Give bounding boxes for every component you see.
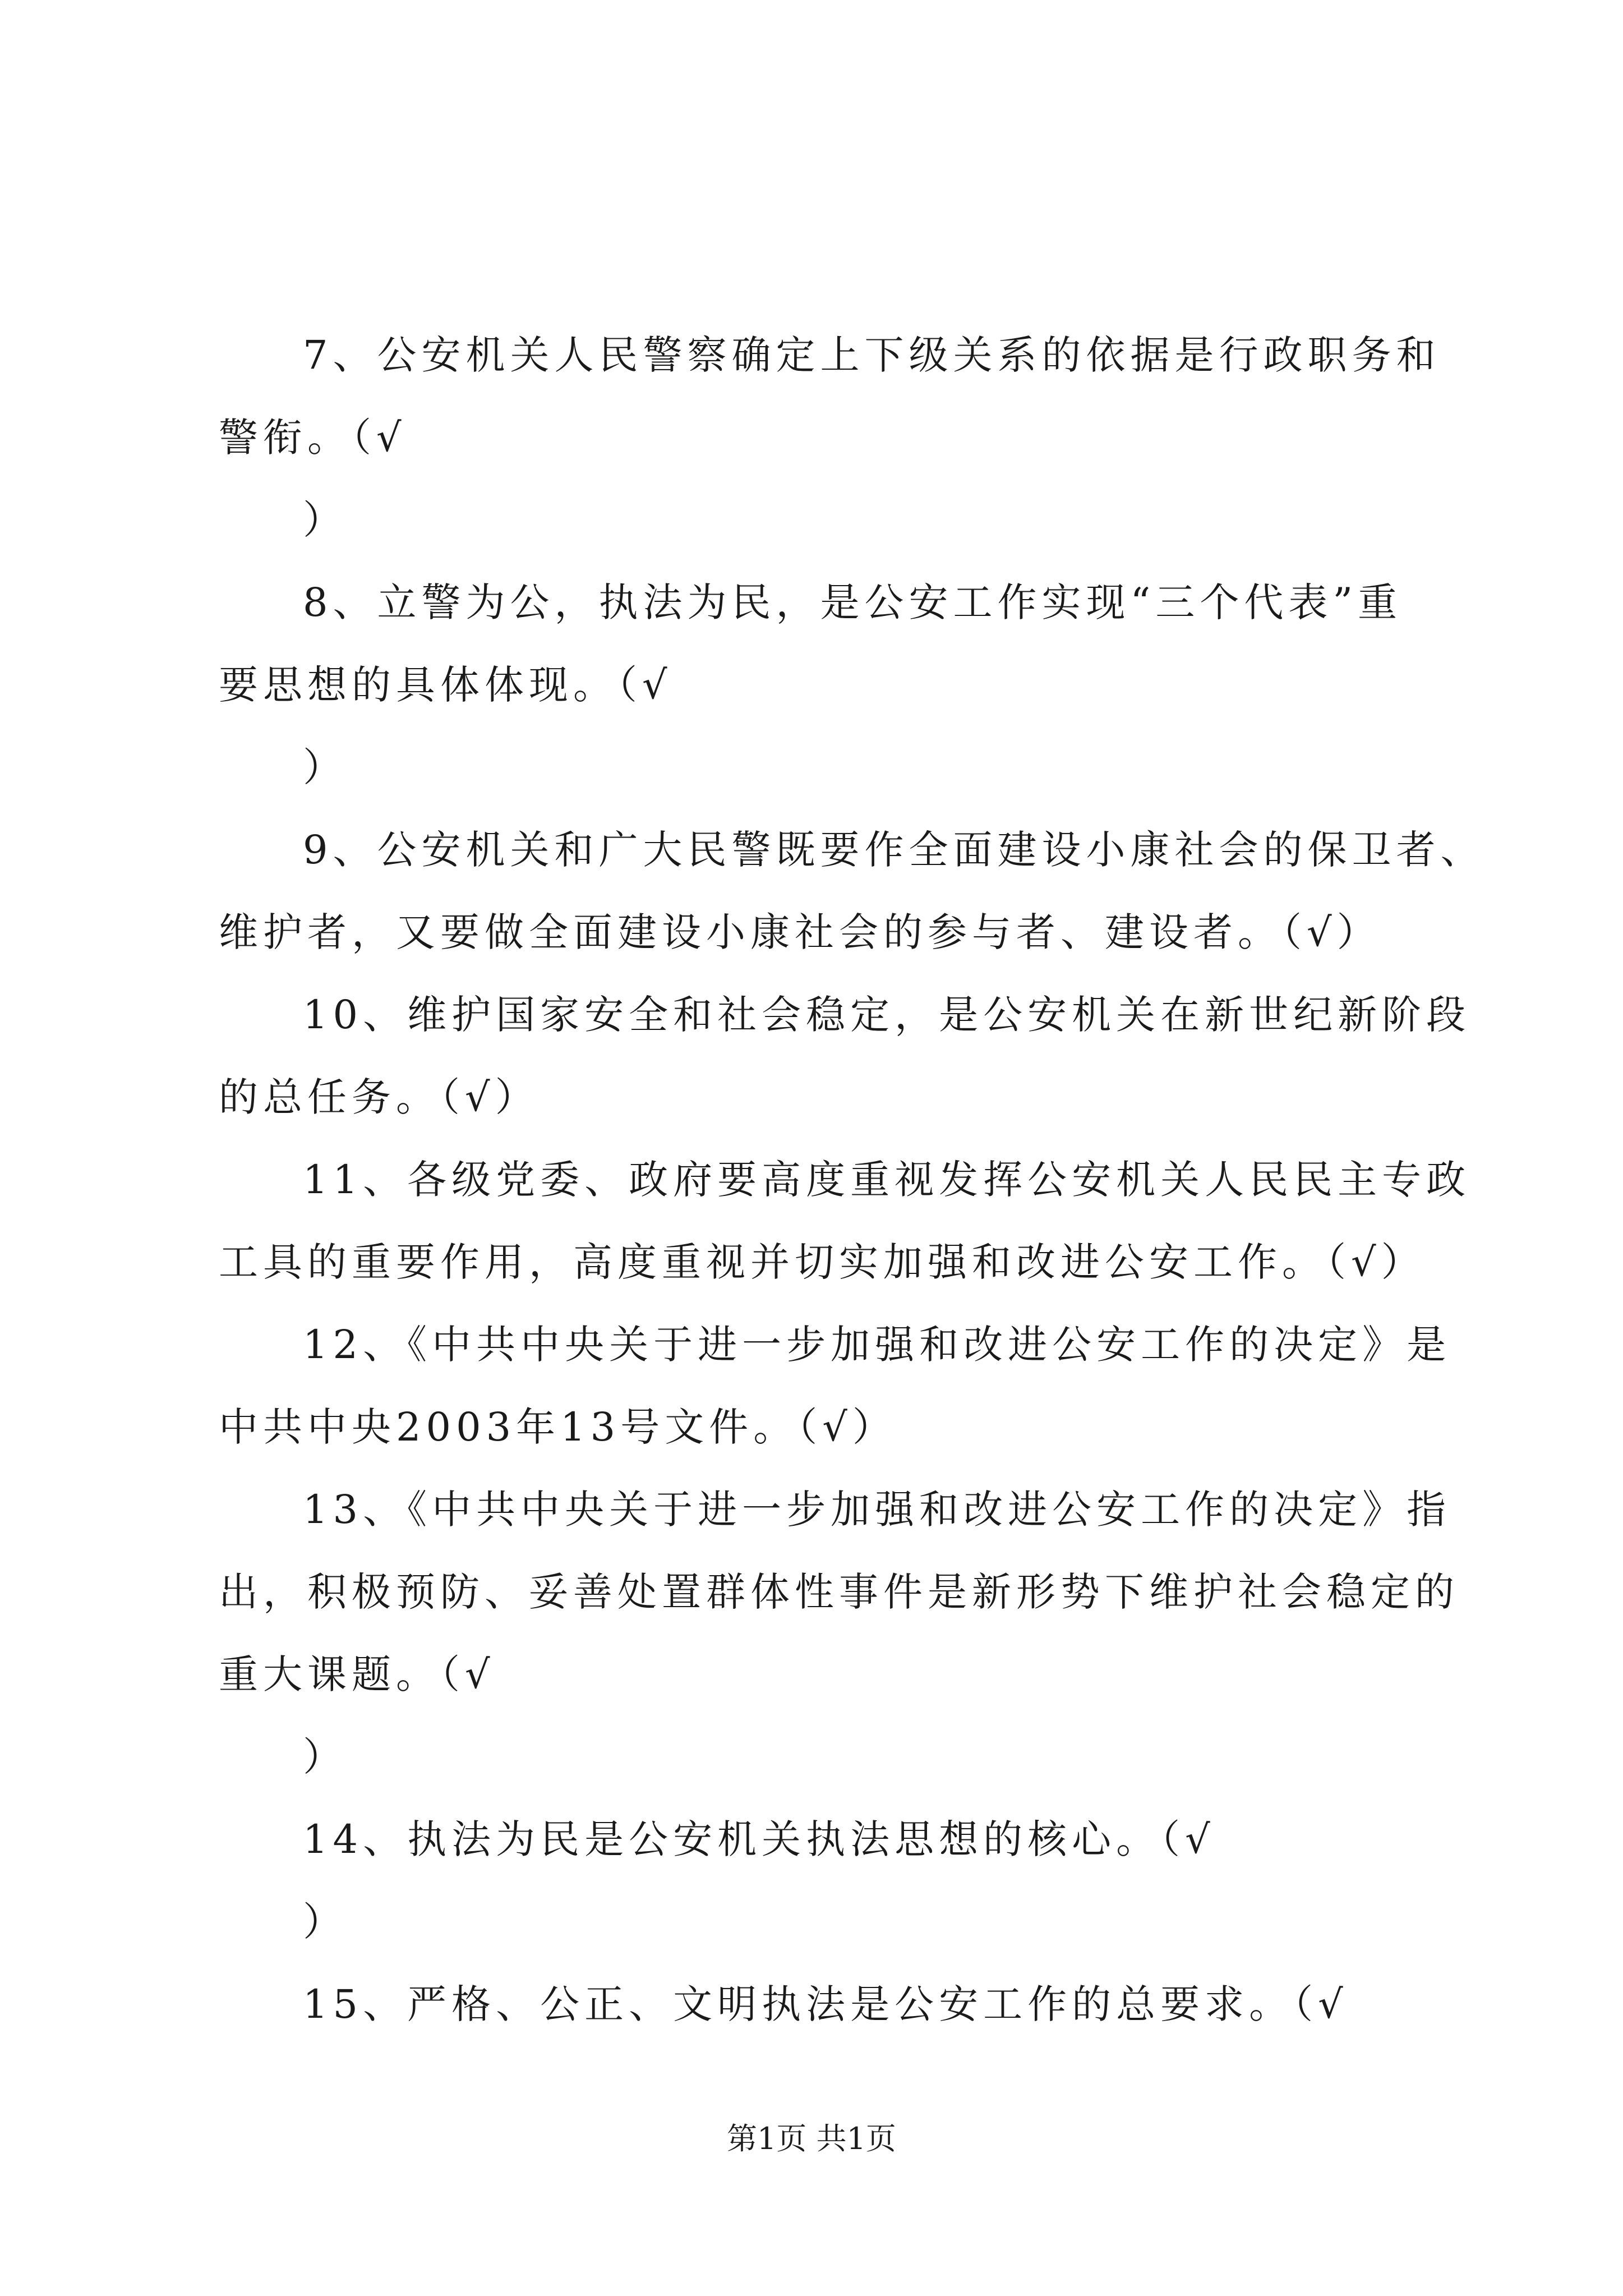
text-line: 9、公安机关和广大民警既要作全面建设小康社会的保卫者、 <box>303 827 1485 873</box>
page-footer: 第1页 共1页 <box>727 2121 896 2156</box>
text-line: 11、各级党委、政府要高度重视发挥公安机关人民民主专政 <box>303 1157 1471 1203</box>
text-line: 的总任务。（√） <box>219 1074 540 1120</box>
text-line: ） <box>303 497 347 543</box>
text-line: 12、《中共中央关于进一步加强和改进公安工作的决定》是 <box>303 1322 1451 1368</box>
text-line: 7、公安机关人民警察确定上下级关系的依据是行政职务和 <box>303 332 1441 378</box>
text-line: ） <box>303 744 347 790</box>
text-line: 工具的重要作用，高度重视并切实加强和改进公安工作。（√） <box>219 1239 1426 1285</box>
text-line: 10、维护国家安全和社会稳定，是公安机关在新世纪新阶段 <box>303 992 1471 1038</box>
text-line: 13、《中共中央关于进一步加强和改进公安工作的决定》指 <box>303 1487 1451 1533</box>
text-line: 8、立警为公，执法为民，是公安工作实现“三个代表”重 <box>303 579 1403 625</box>
text-line: ） <box>303 1899 347 1945</box>
text-line: 维护者，又要做全面建设小康社会的参与者、建设者。（√） <box>219 909 1381 955</box>
text-line: ） <box>303 1734 347 1780</box>
text-line: 警衔。（√ <box>219 415 407 461</box>
text-line: 出，积极预防、妥善处置群体性事件是新形势下维护社会稳定的 <box>219 1569 1459 1615</box>
text-line: 中共中央2003年13号文件。（√） <box>219 1404 897 1450</box>
document-body <box>219 314 1485 2046</box>
text-line: 14、执法为民是公安机关执法思想的核心。（√ <box>303 1816 1215 1862</box>
text-line: 15、严格、公正、文明执法是公安工作的总要求。（√ <box>303 1981 1348 2027</box>
text-line: 重大课题。（√ <box>219 1651 495 1697</box>
text-line: 要思想的具体体现。（√ <box>219 662 672 708</box>
